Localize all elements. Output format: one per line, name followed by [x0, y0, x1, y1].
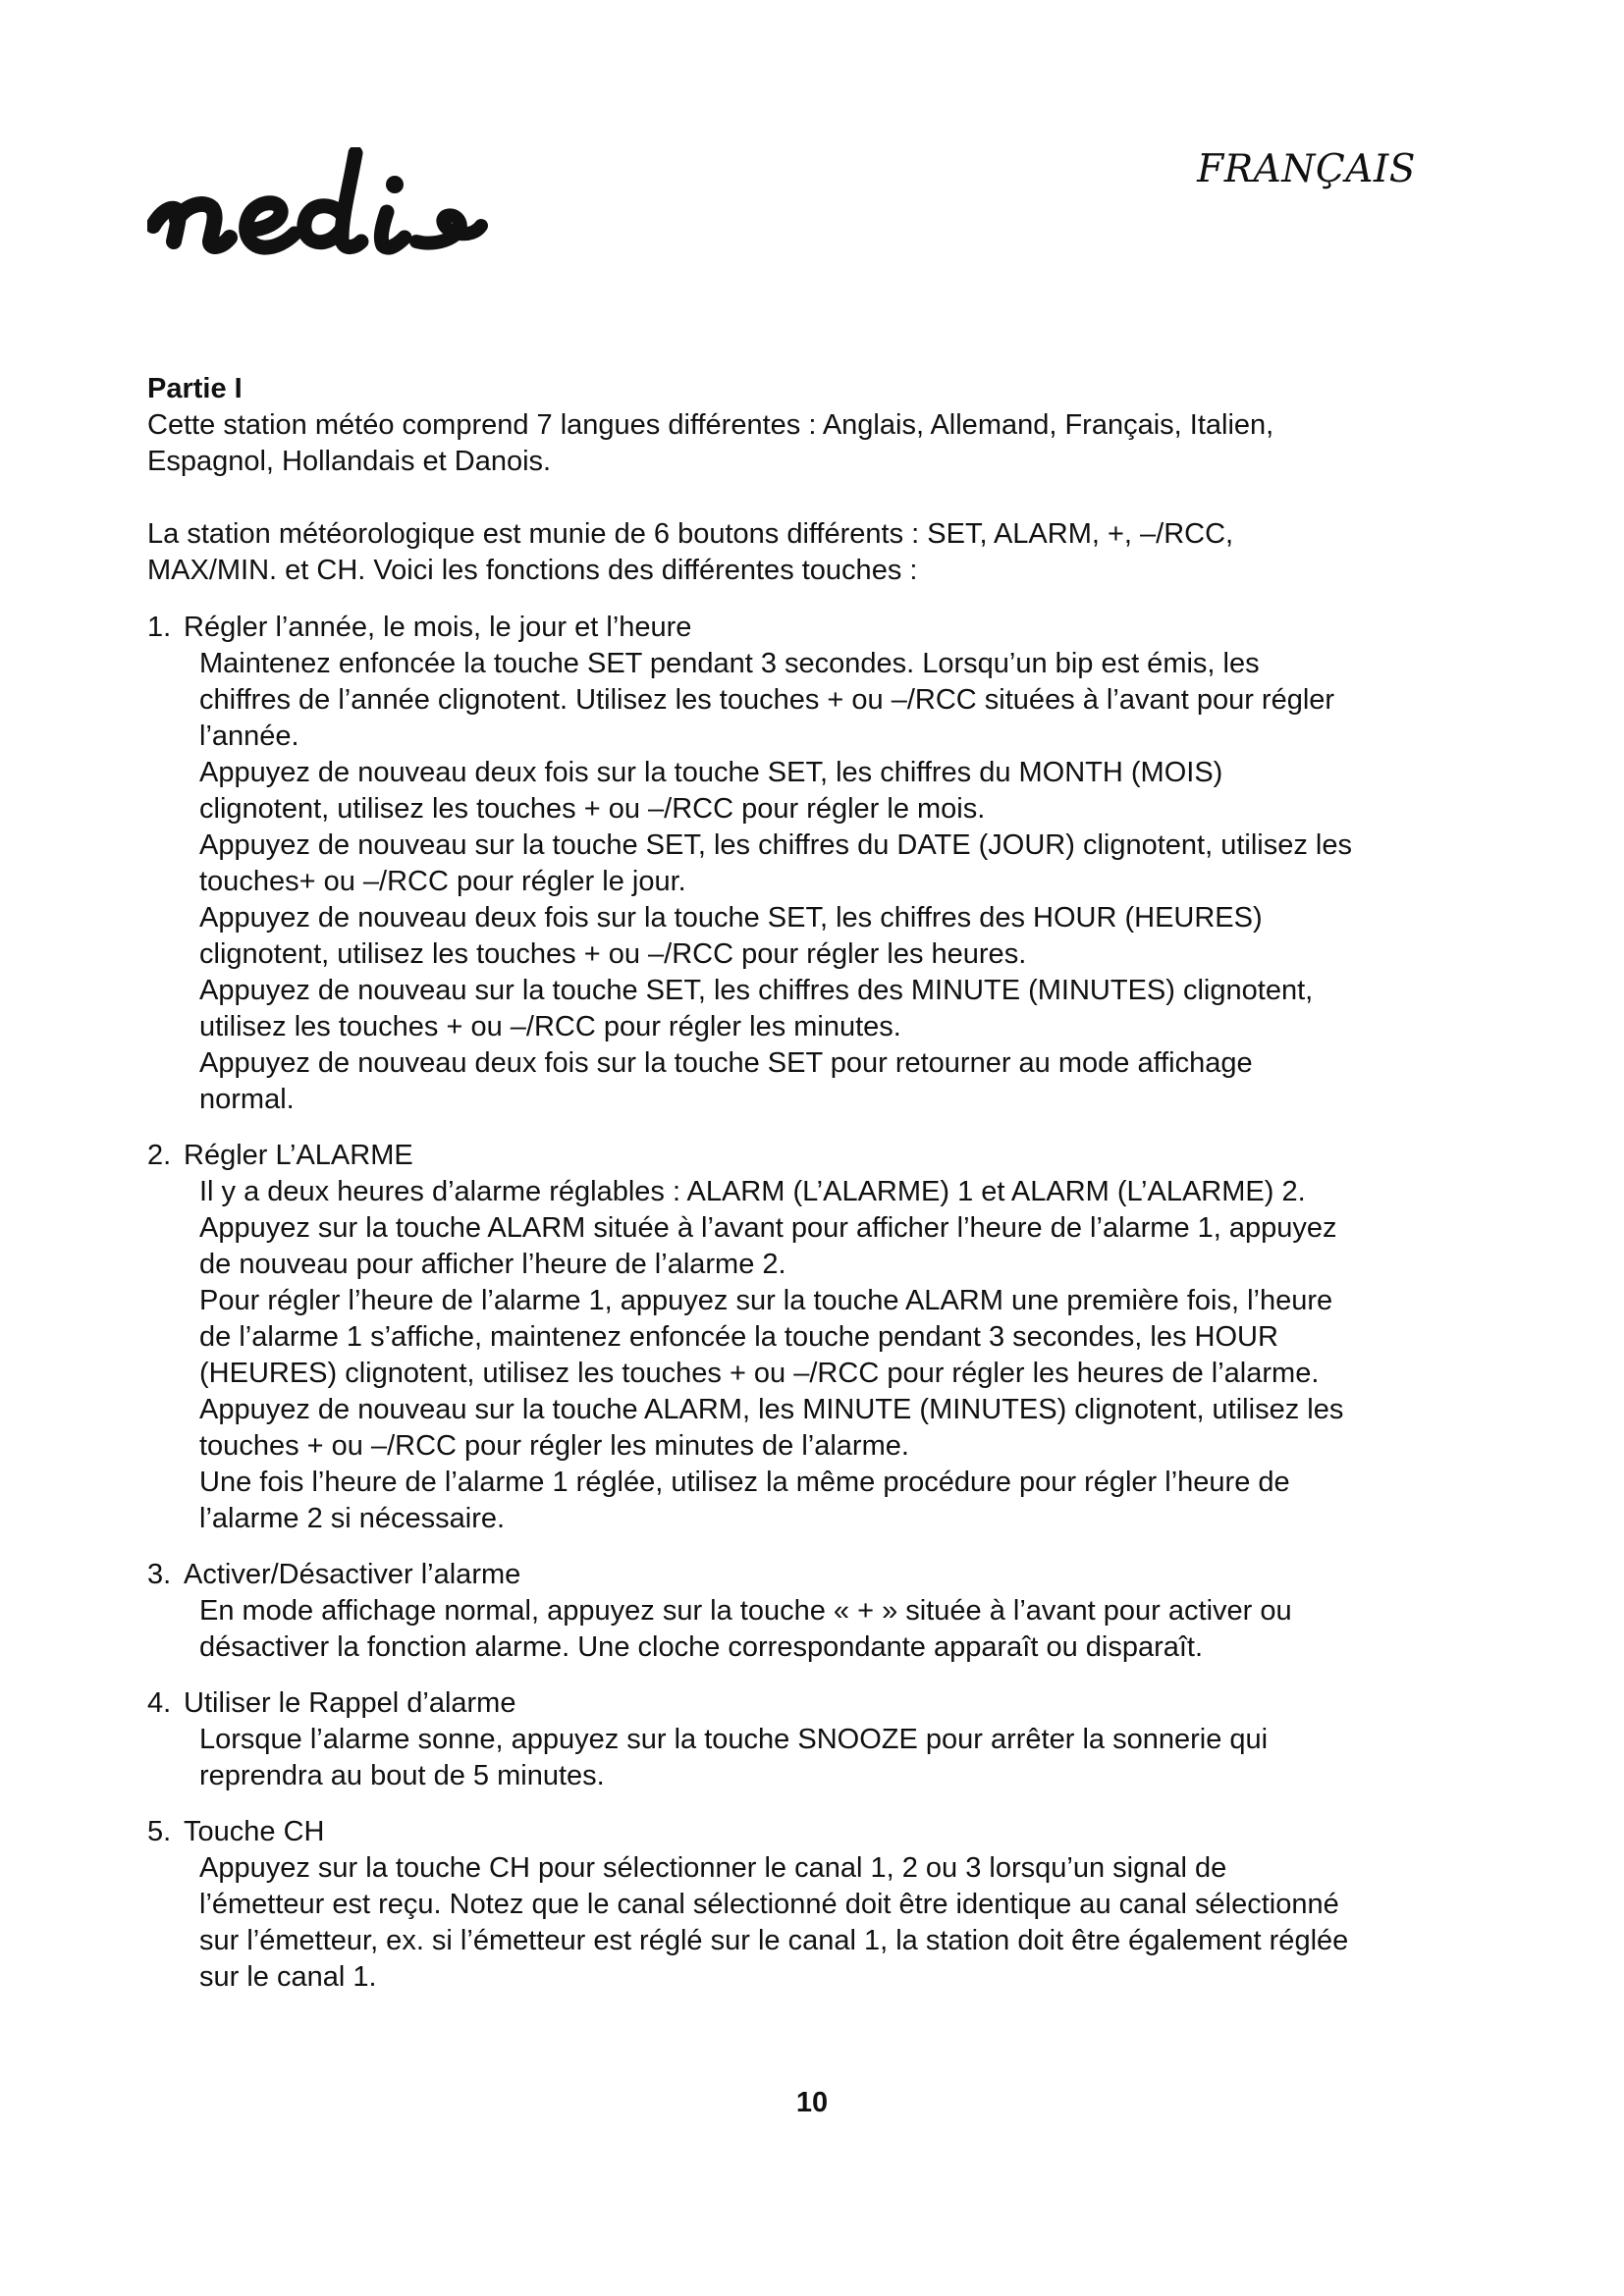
step-number: 3. [147, 1559, 172, 1590]
step-title: Régler l’année, le mois, le jour et l’heure [184, 612, 692, 643]
step-text: Appuyez sur la touche ALARM située à l’avant pour afficher l’heure de l’alarme 1, appuyez de nouveau pour afficher l’heure de l’alarme 2. [199, 1212, 1337, 1280]
step-text: En mode affichage normal, appuyez sur la touche « + » située à l’avant pour activer ou désactiver la fonction alarme. Une cloche correspondante apparaît ou disparaît. [199, 1595, 1292, 1663]
language-label: FRANÇAIS [1197, 147, 1416, 191]
step-number: 1. [147, 612, 172, 643]
step-text: Appuyez de nouveau deux fois sur la touche SET, les chiffres des HOUR (HEURES) clignotent, utilisez les touches + ou –/RCC pour régler les heures. [199, 902, 1263, 970]
step-number: 5. [147, 1816, 172, 1847]
step-text: Appuyez de nouveau deux fois sur la touche SET, les chiffres du MONTH (MOIS) clignotent, utilisez les touches + ou –/RCC pour régler le mois. [199, 757, 1223, 825]
list-item [147, 1814, 1355, 1996]
step-title: Touche CH [184, 1816, 325, 1847]
list-item [147, 1557, 1355, 1666]
document-body [147, 371, 1355, 2015]
step-title: Régler L’ALARME [184, 1140, 413, 1171]
step-text: Appuyez de nouveau sur la touche ALARM, les MINUTE (MINUTES) clignotent, utilisez les touches + ou –/RCC pour régler les minutes de l’alarme. [199, 1394, 1344, 1462]
intro-paragraph-1: Cette station météo comprend 7 langues différentes : Anglais, Allemand, Français, Italien, Espagnol, Hollandais et Danois. [147, 409, 1274, 477]
step-text: Maintenez enfoncée la touche SET pendant 3 secondes. Lorsqu’un bip est émis, les chiffres de l’année clignotent. Utilisez les touches + ou –/RCC situées à l’avant pour régler l’année. [199, 648, 1335, 752]
step-text: Appuyez de nouveau sur la touche SET, les chiffres des MINUTE (MINUTES) clignotent, utilisez les touches + ou –/RCC pour régler les minutes. [199, 975, 1314, 1042]
page-number: 10 [795, 2087, 829, 2118]
step-text: Pour régler l’heure de l’alarme 1, appuyez sur la touche ALARM une première fois, l’heure de l’alarme 1 s’affiche, maintenez enfoncée la touche pendant 3 secondes, les HOUR (HEURES) clignotent, utilisez les touches + ou –/RCC pour régler les heures de l’alarme. [199, 1285, 1333, 1389]
list-item [147, 1685, 1355, 1794]
intro-paragraph-2: La station météorologique est munie de 6 boutons différents : SET, ALARM, +, –/RCC, MAX/MIN. et CH. Voici les fonctions des différentes touches : [147, 518, 1234, 586]
list-item [147, 1138, 1355, 1537]
step-number: 2. [147, 1140, 172, 1171]
step-title: Activer/Désactiver l’alarme [184, 1559, 521, 1590]
list-item [147, 610, 1355, 1118]
instruction-list [147, 610, 1355, 1996]
step-text: Appuyez de nouveau sur la touche SET, les chiffres du DATE (JOUR) clignotent, utilisez les touches+ ou –/RCC pour régler le jour. [199, 829, 1352, 897]
step-text: Appuyez sur la touche CH pour sélectionner le canal 1, 2 ou 3 lorsqu’un signal de l’émetteur est reçu. Notez que le canal sélectionné doit être identique au canal sélectionné sur l’émetteur, ex. si l’émetteur est réglé sur le canal 1, la station doit être également réglée sur le canal 1. [199, 1852, 1349, 1993]
step-text: Il y a deux heures d’alarme réglables : ALARM (L’ALARME) 1 et ALARM (L’ALARME) 2. [199, 1176, 1306, 1207]
nedis-logo [147, 147, 569, 275]
step-text: Appuyez de nouveau deux fois sur la touche SET pour retourner au mode affichage normal. [199, 1047, 1253, 1115]
logo-dot [386, 176, 404, 193]
step-text: Lorsque l’alarme sonne, appuyez sur la touche SNOOZE pour arrêter la sonnerie qui reprendra au bout de 5 minutes. [199, 1724, 1269, 1791]
section-title: Partie I [147, 373, 243, 404]
step-text: Une fois l’heure de l’alarme 1 réglée, utilisez la même procédure pour régler l’heure de l’alarme 2 si nécessaire. [199, 1467, 1290, 1534]
step-title: Utiliser le Rappel d’alarme [184, 1687, 516, 1719]
step-number: 4. [147, 1687, 172, 1719]
